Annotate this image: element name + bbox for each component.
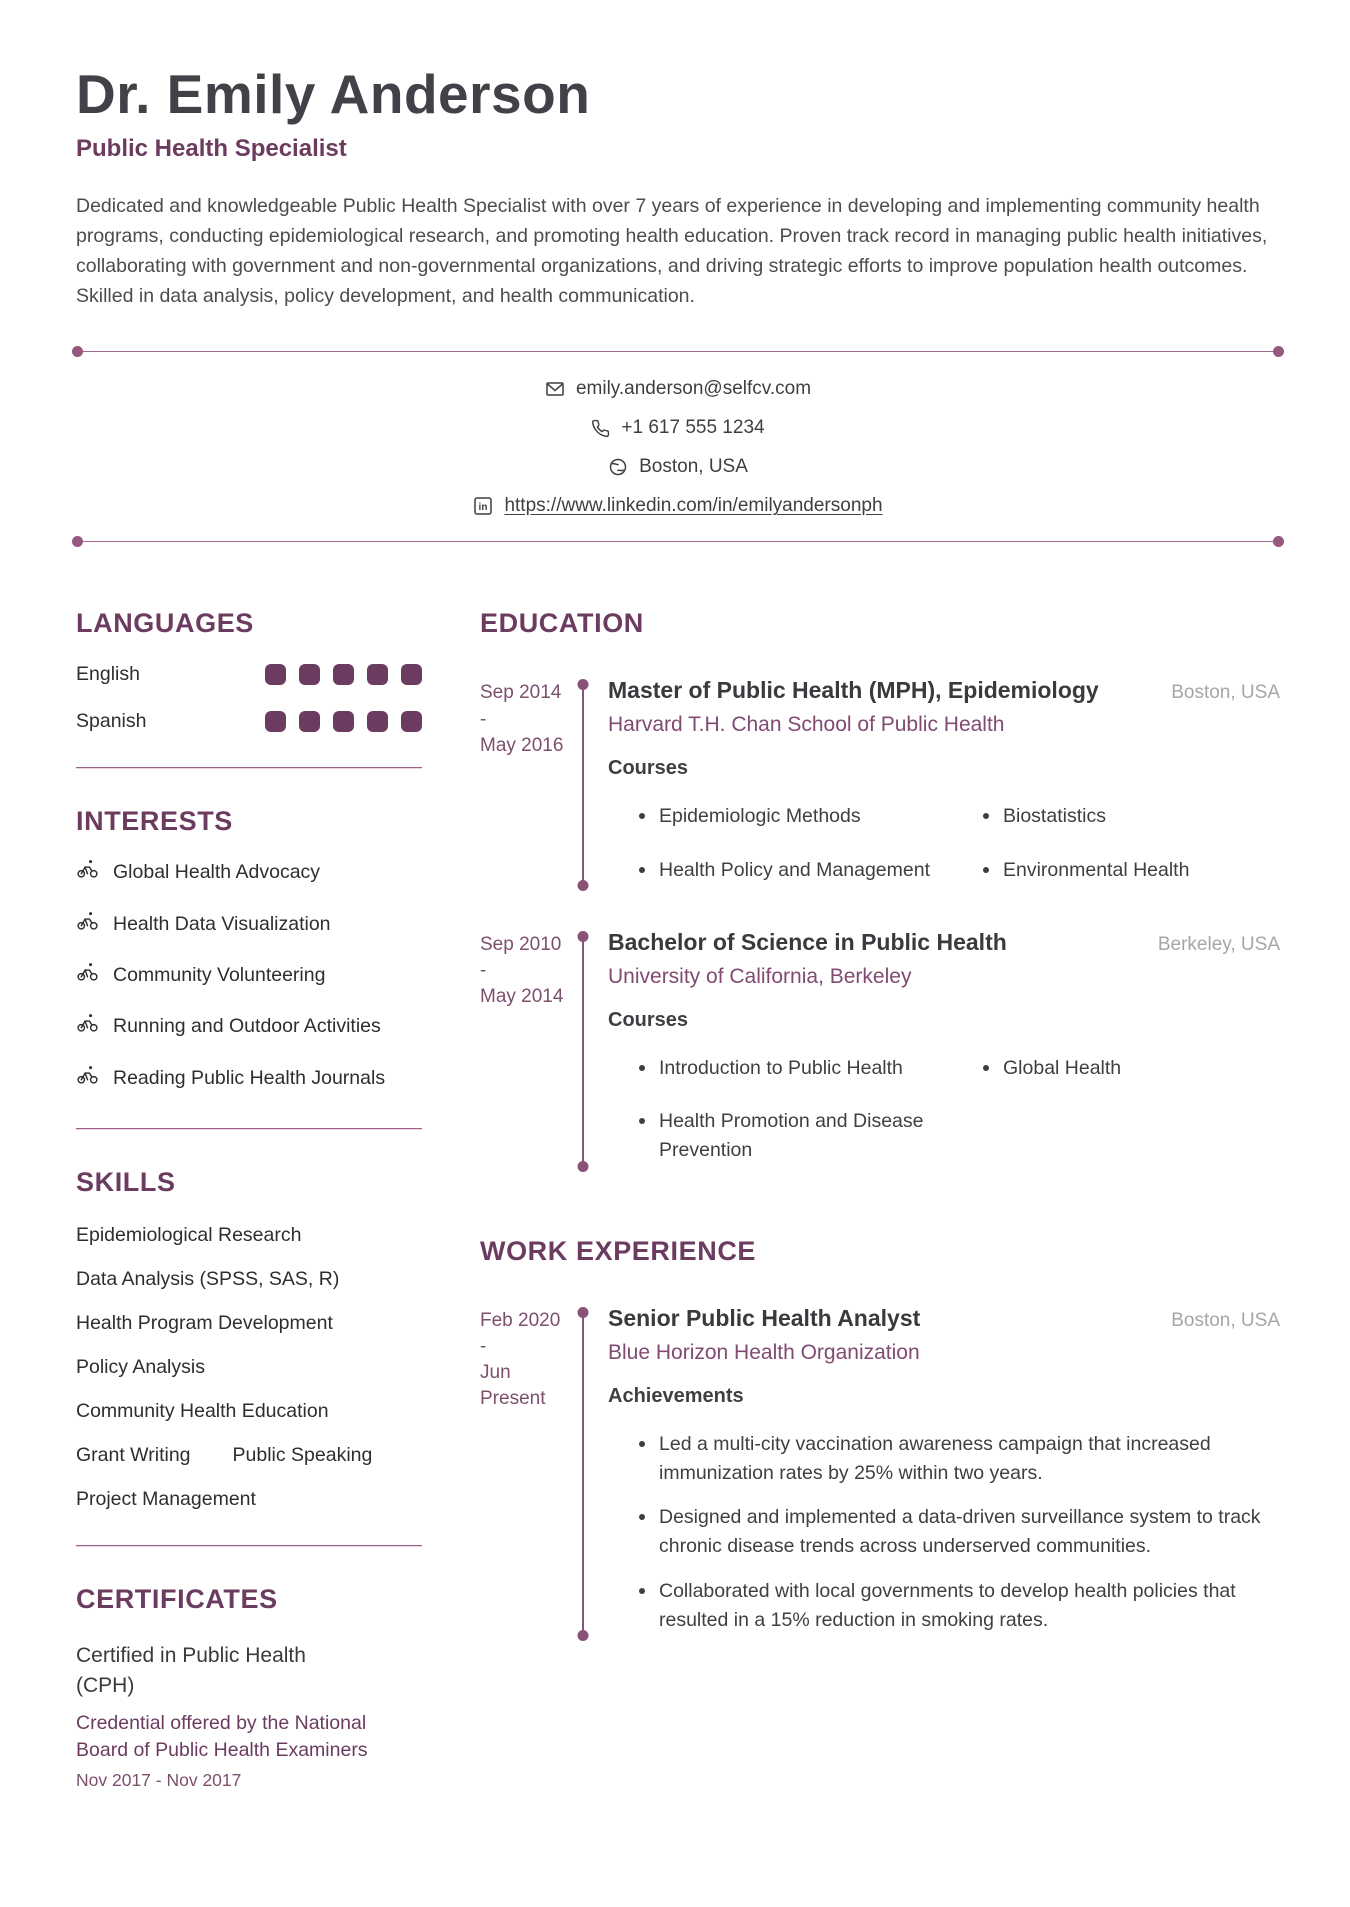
school-name: Harvard T.H. Chan School of Public Health <box>608 713 1005 737</box>
certificate-date: Nov 2017 - Nov 2017 <box>76 1770 242 1791</box>
skills-heading: SKILLS <box>76 1166 176 1197</box>
skill-item: Community Health Education <box>76 1399 329 1422</box>
achievement-item: Led a multi-city vaccination awareness campaign that increased immunization rates by 25% within two years. <box>638 1430 1280 1489</box>
entry-dates <box>480 929 568 1172</box>
svg-text:in: in <box>479 502 488 514</box>
education-heading: EDUCATION <box>480 608 644 639</box>
date-line: - <box>480 708 487 730</box>
company-name: Blue Horizon Health Organization <box>608 1340 920 1364</box>
date-line: May 2016 <box>480 734 564 756</box>
course-item: Epidemiologic Methods <box>638 802 934 831</box>
date-line: Jun <box>480 1362 511 1384</box>
skill-item: Epidemiological Research <box>76 1223 302 1246</box>
languages-heading: LANGUAGES <box>76 608 254 639</box>
globe-icon <box>608 457 628 477</box>
courses-list <box>638 802 1278 885</box>
interest-label: Global Health Advocacy <box>113 861 321 884</box>
course-item: Environmental Health <box>982 856 1278 885</box>
courses-list <box>638 1054 1278 1166</box>
work-experience-section <box>480 1236 1280 1642</box>
divider-bottom <box>76 541 1280 542</box>
interest-label: Running and Outdoor Activities <box>113 1015 381 1038</box>
achievement-item: Collaborated with local governments to develop health policies that resulted in a 15% reduction in smoking rates. <box>638 1577 1280 1636</box>
interest-label: Reading Public Health Journals <box>113 1066 386 1089</box>
education-entry <box>480 929 1280 1172</box>
contact-rows <box>76 352 1280 541</box>
email-icon <box>545 379 565 399</box>
work-heading: WORK EXPERIENCE <box>480 1235 757 1266</box>
entry-dates <box>480 1305 568 1642</box>
level-dot <box>333 664 354 685</box>
language-label: English <box>76 663 140 686</box>
cycling-icon <box>76 960 99 991</box>
summary-text: Dedicated and knowledgeable Public Health Specialist with over 7 years of experience in developing and implementing community health programs, conducting epidemiological research, and promoting health education. Proven track record in managing public health initiatives, collaborating with government and non-governmental organizations, and driving strategic efforts to improve population health outcomes. Skilled in data analysis, policy development, and health communication. <box>76 194 1268 308</box>
level-dot <box>265 711 286 732</box>
phone-icon <box>591 419 610 438</box>
skills-section <box>76 1167 422 1511</box>
education-section <box>480 608 1280 1171</box>
education-entry <box>480 677 1280 891</box>
left-column <box>76 608 422 1791</box>
language-level <box>265 711 422 732</box>
right-column <box>480 608 1280 1791</box>
divider-top <box>76 351 1280 352</box>
language-level <box>265 664 422 685</box>
columns <box>76 608 1280 1791</box>
timeline-dot <box>578 1630 589 1641</box>
level-dot <box>367 664 388 685</box>
timeline-dot <box>578 880 589 891</box>
timeline-dot <box>578 1161 589 1172</box>
interest-label: Community Volunteering <box>113 963 326 986</box>
date-line: - <box>480 1335 487 1357</box>
list-item <box>76 909 422 940</box>
achievement-item: Designed and implemented a data-driven surveillance system to track chronic disease trends across underserved communities. <box>638 1503 1280 1562</box>
level-dot <box>367 711 388 732</box>
school-name: University of California, Berkeley <box>608 964 912 988</box>
level-dot <box>299 711 320 732</box>
certificate-issuer: Credential offered by the National Board of Public Health Examiners <box>76 1711 368 1762</box>
email-text: emily.anderson@selfcv.com <box>575 378 812 400</box>
timeline <box>568 929 598 1172</box>
interests-heading: INTERESTS <box>76 806 233 837</box>
contact-section <box>76 351 1280 542</box>
courses-label: Courses <box>608 757 689 780</box>
list-item <box>76 1063 422 1094</box>
course-item: Introduction to Public Health <box>638 1054 934 1083</box>
skills-list <box>76 1224 422 1511</box>
course-item: Global Health <box>982 1054 1278 1083</box>
linkedin-link[interactable]: https://www.linkedin.com/in/emilyandersonph <box>504 495 883 517</box>
language-label: Spanish <box>76 710 147 733</box>
phone-text: +1 617 555 1234 <box>621 417 765 439</box>
cycling-icon <box>76 1011 99 1042</box>
timeline <box>568 677 598 891</box>
role-title: Senior Public Health Analyst <box>608 1304 921 1331</box>
list-item <box>76 960 422 991</box>
contact-email <box>545 378 811 400</box>
level-dot <box>401 664 422 685</box>
certificate-item <box>76 1641 422 1791</box>
contact-phone <box>591 417 764 439</box>
level-dot <box>333 711 354 732</box>
contact-location <box>608 456 748 478</box>
page-title: Dr. Emily Anderson <box>76 63 591 125</box>
date-line: Sep 2010 <box>480 933 562 955</box>
timeline-dot <box>578 679 589 690</box>
date-line: Feb 2020 <box>480 1309 561 1331</box>
course-item: Health Promotion and Disease Prevention <box>638 1107 934 1166</box>
timeline-dot <box>578 1307 589 1318</box>
achievements-list <box>638 1430 1280 1636</box>
skill-item: Public Speaking <box>232 1443 373 1466</box>
degree-title: Bachelor of Science in Public Health <box>608 928 1007 955</box>
level-dot <box>401 711 422 732</box>
language-row <box>76 710 422 733</box>
achievements-label: Achievements <box>608 1384 744 1407</box>
degree-title: Master of Public Health (MPH), Epidemiology <box>608 677 1099 704</box>
course-item: Biostatistics <box>982 802 1278 831</box>
certificate-name: Certified in Public Health (CPH) <box>76 1643 306 1698</box>
skill-item: Health Program Development <box>76 1311 333 1334</box>
cycling-icon <box>76 1063 99 1094</box>
cycling-icon <box>76 909 99 940</box>
contact-linkedin <box>473 495 882 517</box>
section-divider <box>76 1545 422 1546</box>
work-entry <box>480 1305 1280 1642</box>
languages-section <box>76 608 422 733</box>
interest-label: Health Data Visualization <box>113 912 331 935</box>
timeline <box>568 1305 598 1642</box>
entry-dates <box>480 677 568 891</box>
list-item <box>76 857 422 888</box>
location-text: Boston, USA <box>639 456 748 478</box>
level-dot <box>299 664 320 685</box>
list-item <box>76 1011 422 1042</box>
certificates-section <box>76 1584 422 1791</box>
timeline-dot <box>578 931 589 942</box>
job-title: Public Health Specialist <box>76 134 347 162</box>
cycling-icon <box>76 857 99 888</box>
skill-item: Grant Writing <box>76 1443 191 1466</box>
date-line: Sep 2014 <box>480 682 562 704</box>
section-divider <box>76 767 422 768</box>
certificates-heading: CERTIFICATES <box>76 1583 278 1614</box>
date-line: May 2014 <box>480 986 564 1008</box>
skill-item: Policy Analysis <box>76 1355 205 1378</box>
interests-section <box>76 806 422 1093</box>
skill-item: Project Management <box>76 1487 256 1510</box>
section-divider <box>76 1128 422 1129</box>
entry-location: Boston, USA <box>1171 1309 1280 1331</box>
courses-label: Courses <box>608 1008 689 1031</box>
language-row <box>76 663 422 686</box>
entry-location: Boston, USA <box>1171 682 1280 704</box>
entry-location: Berkeley, USA <box>1157 933 1280 955</box>
level-dot <box>265 664 286 685</box>
skill-item: Data Analysis (SPSS, SAS, R) <box>76 1267 340 1290</box>
course-item: Health Policy and Management <box>638 856 934 885</box>
linkedin-icon <box>473 496 493 516</box>
date-line: - <box>480 960 487 982</box>
date-line: Present <box>480 1388 546 1410</box>
